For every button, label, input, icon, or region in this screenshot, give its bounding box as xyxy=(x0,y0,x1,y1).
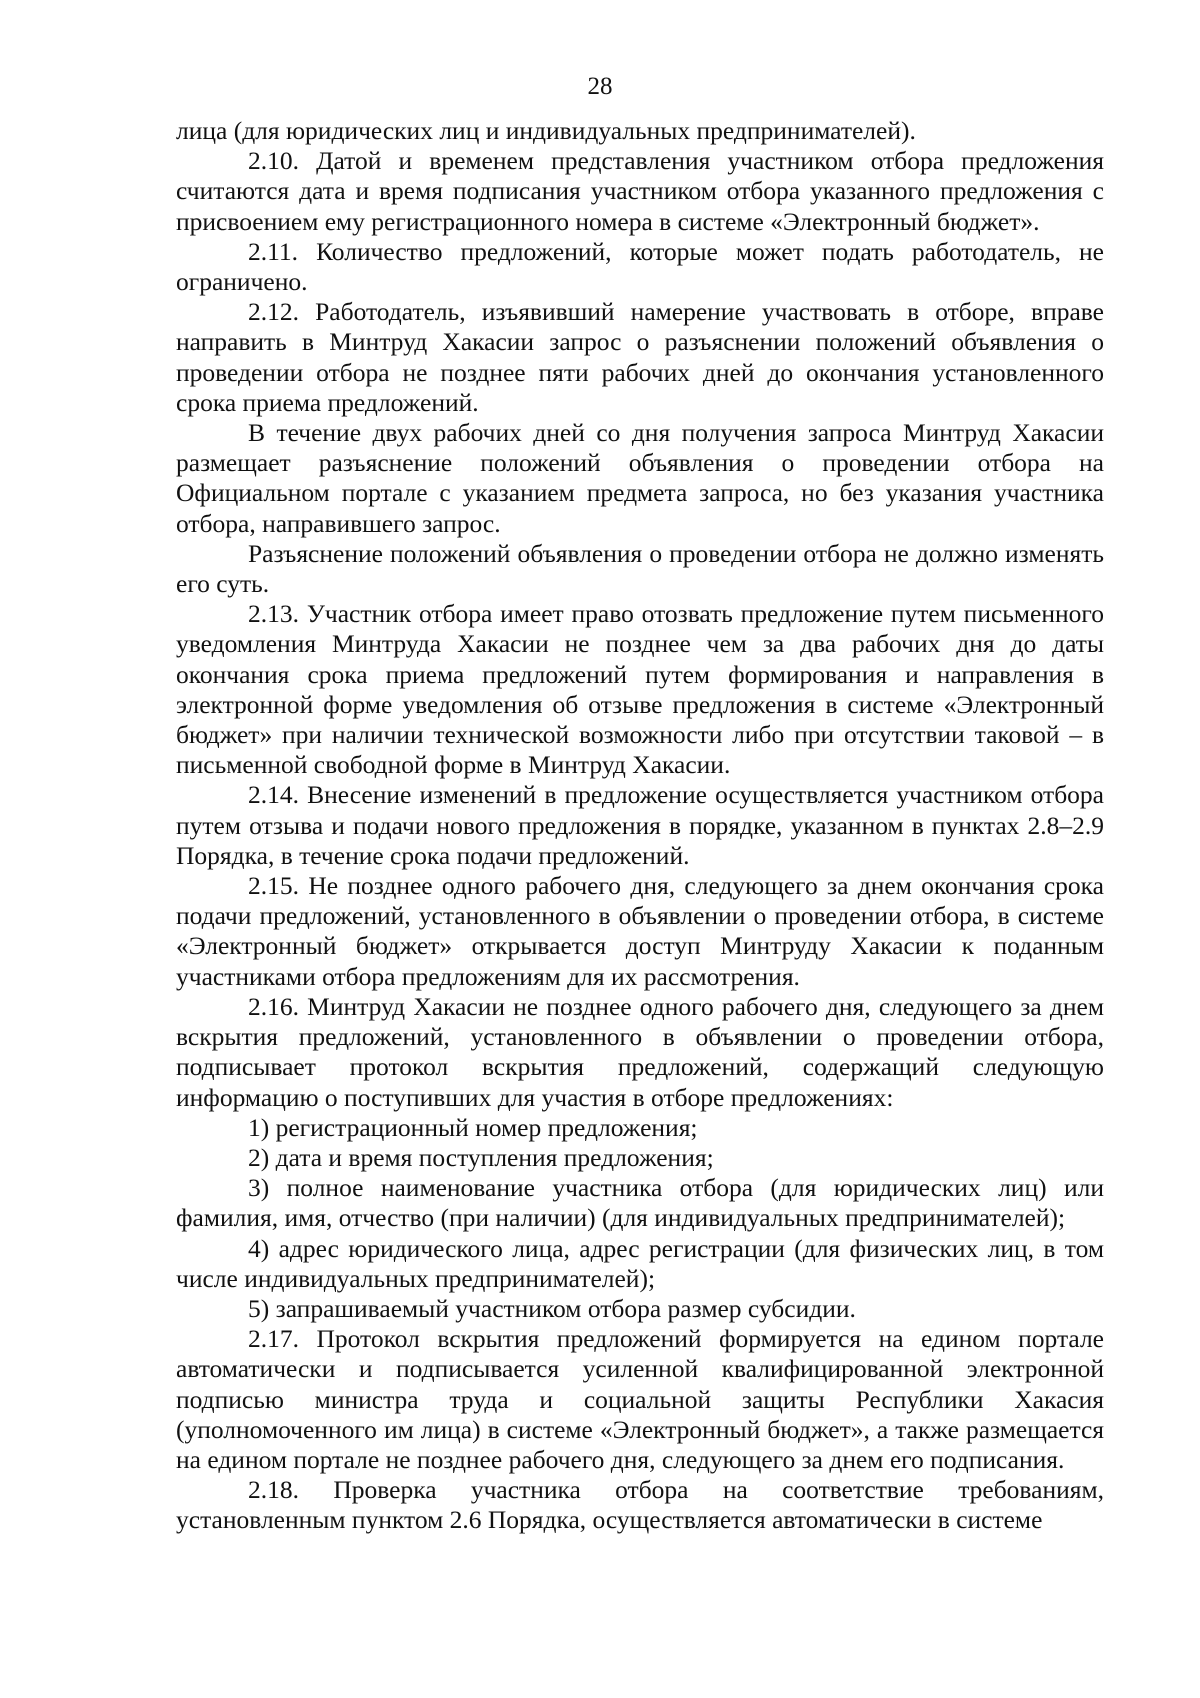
paragraph-2-12-essence: Разъяснение положений объявления о проведении отбора не должно изменять его суть. xyxy=(176,538,1104,599)
list-item-5: 5) запрашиваемый участником отбора размер субсидии. xyxy=(248,1293,856,1323)
paragraph-2-16: 2.16. Минтруд Хакасии не позднее одного рабочего дня, следующего за днем вскрытия предложений, установленного в объявлении о проведении отбора, подписывает протокол вскрытия предложений, содержащий следующую информацию о поступивших для участия в отборе предложениях: xyxy=(176,991,1104,1112)
paragraph-2-14: 2.14. Внесение изменений в предложение осуществляется участником отбора путем отзыва и подачи нового предложения в порядке, указанном в пунктах 2.8–2.9 Порядка, в течение срока подачи предложений. xyxy=(176,780,1104,870)
list-item-1: 1) регистрационный номер предложения; xyxy=(248,1112,698,1142)
list-item-2: 2) дата и время поступления предложения; xyxy=(248,1142,714,1172)
paragraph-2-15: 2.15. Не позднее одного рабочего дня, следующего за днем окончания срока подачи предложений, установленного в объявлении о проведении отбора, в системе «Электронный бюджет» открывается доступ Минтруду Хакасии к поданным участниками отбора предложениям для их рассмотрения. xyxy=(176,871,1104,991)
paragraph-2-10: 2.10. Датой и временем представления участником отбора предложения считаются дата и время подписания участником отбора указанного предложения с присвоением ему регистрационного номера в системе «Электронный бюджет». xyxy=(176,146,1104,236)
paragraph-2-11: 2.11. Количество предложений, которые может подать работодатель, не ограничено. xyxy=(176,236,1104,297)
paragraph-continuation: лица (для юридических лиц и индивидуальных предпринимателей). xyxy=(176,116,916,145)
page-number: 28 xyxy=(587,73,613,100)
list-item-3: 3) полное наименование участника отбора (для юридических лиц) или фамилия, имя, отчество (при наличии) (для индивидуальных предпринимателей); xyxy=(176,1173,1104,1233)
paragraph-2-13: 2.13. Участник отбора имеет право отозвать предложение путем письменного уведомления Минтруда Хакасии не позднее чем за два рабочих дня до даты окончания срока приема предложений путем формирования и направления в электронной форме уведомления об отзыве предложения в системе «Электронный бюджет» при наличии технической возможности либо при отсутствии таковой – в письменной свободной форме в Минтруд Хакасии. xyxy=(176,599,1104,780)
paragraph-2-12: 2.12. Работодатель, изъявивший намерение участвовать в отборе, вправе направить в Минтруд Хакасии запрос о разъяснении положений объявления о проведении отбора не позднее пяти рабочих дней до окончания установленного срока приема предложений. xyxy=(176,297,1104,417)
paragraph-2-18: 2.18. Проверка участника отбора на соответствие требованиям, установленным пунктом 2.6 Порядка, осуществляется автоматически в системе xyxy=(176,1475,1104,1535)
document-body xyxy=(176,116,1104,1536)
paragraph-2-12-explanation: В течение двух рабочих дней со дня получения запроса Минтруд Хакасии размещает разъяснение положений объявления о проведении отбора на Официальном портале с указанием предмета запроса, но без указания участника отбора, направившего запрос. xyxy=(176,418,1104,538)
list-item-4: 4) адрес юридического лица, адрес регистрации (для физических лиц, в том числе индивидуальных предпринимателей); xyxy=(176,1233,1104,1293)
paragraph-2-17: 2.17. Протокол вскрытия предложений формируется на едином портале автоматически и подписывается усиленной квалифицированной электронной подписью министра труда и социальной защиты Республики Хакасия (уполномоченного им лица) в системе «Электронный бюджет», а также размещается на едином портале не позднее рабочего дня, следующего за днем его подписания. xyxy=(176,1324,1104,1474)
